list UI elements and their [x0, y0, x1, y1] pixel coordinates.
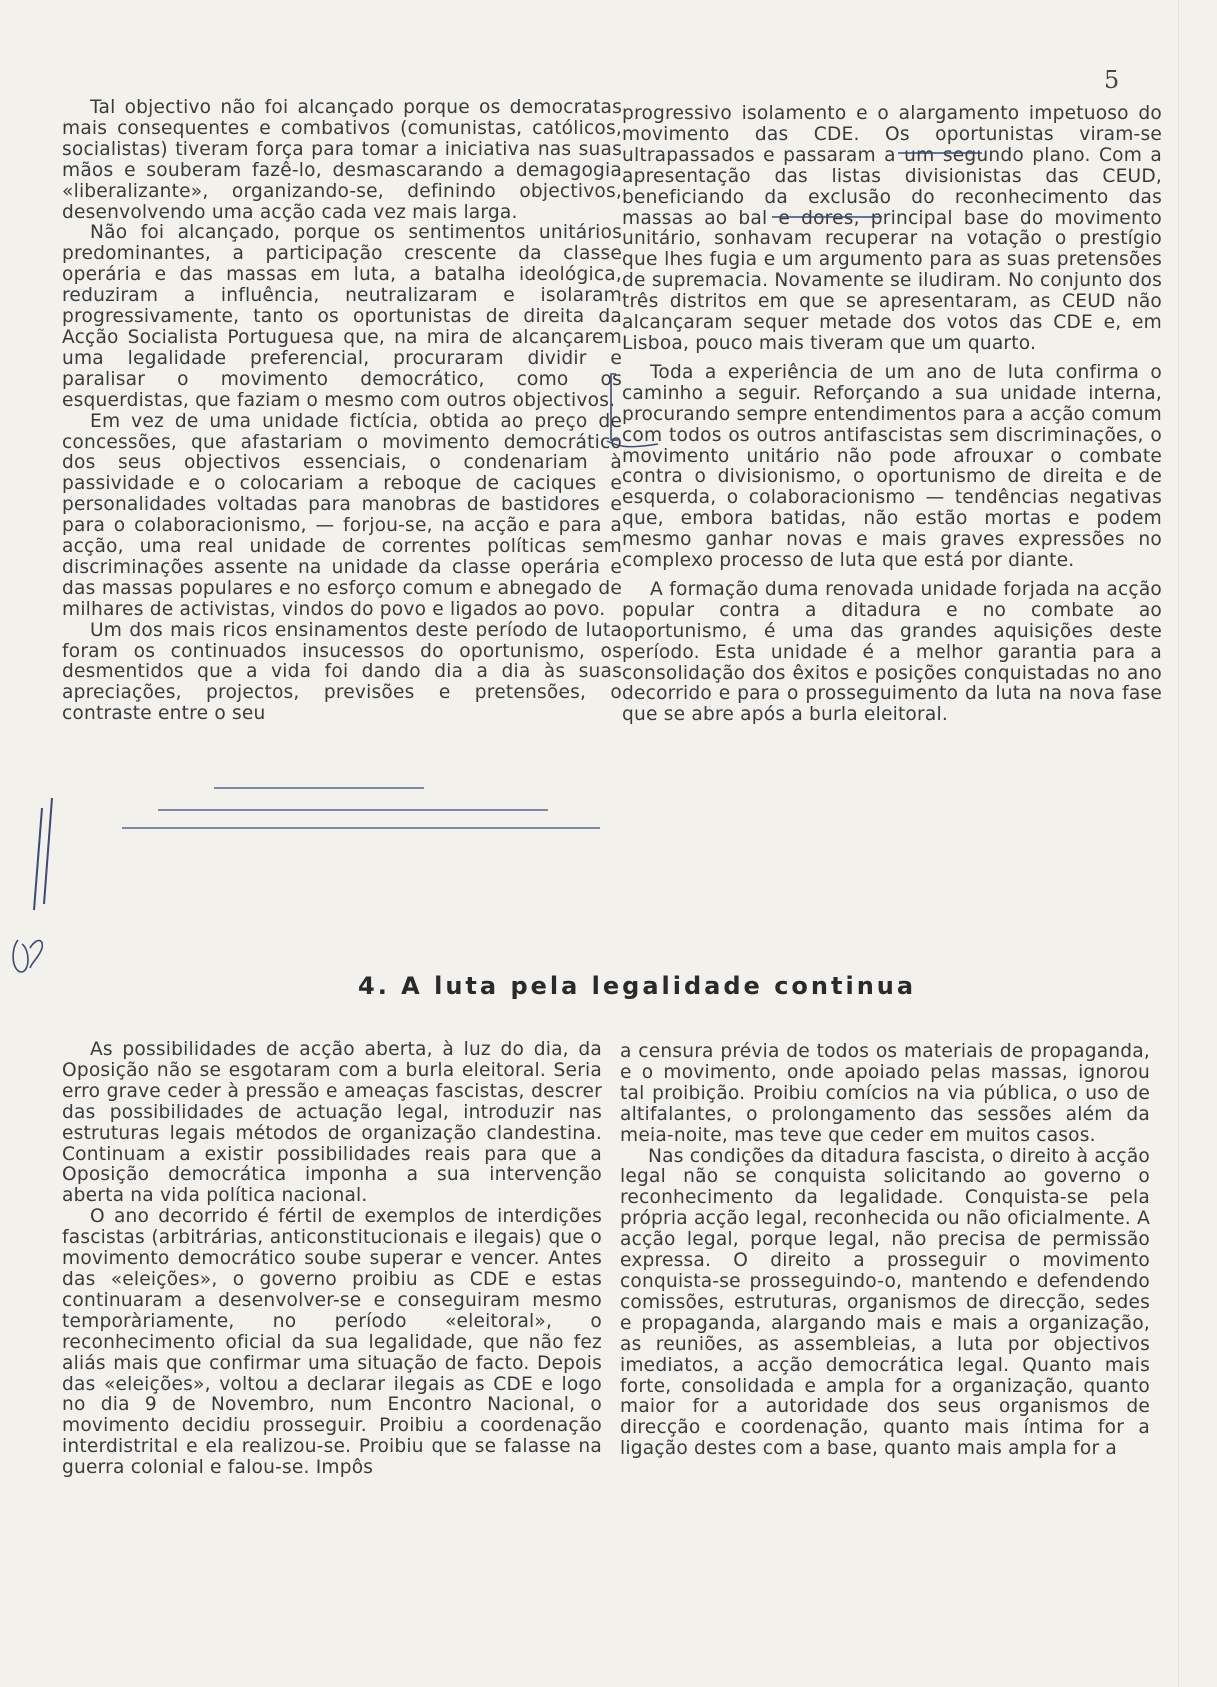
paragraph: Tal objectivo não foi alcançado porque os democratas mais consequentes e combativos (comunistas, católicos, socialistas) tiveram força para tomar a iniciativa nas suas mãos e souberam fazê-lo, desmascarando a demagogia «liberalizante», organizando-se, definindo objectivos, desenvolvendo uma acção cada vez mais larga.	[62, 97, 622, 223]
margin-vertical-bar	[34, 808, 42, 910]
paragraph: progressivo isolamento e o alargamento impetuoso do movimento das CDE. Os oportunistas viram-se ultrapassados e passaram a um segundo plano. Com a apresentação das listas divisionistas das CEUD, beneficiando da exclusão do reconhecimento das massas ao bal e dores, principal base do movimento unitário, sonhavam recuperar na votação o prestígio que lhes fugia e um argumento para as suas pretensões de supremacia. Novamente se iludiram. No conjunto dos três distritos em que se apresentaram, as CEUD não alcançaram sequer metade dos votos das CDE e, em Lisboa, pouco mais tiveram que um quarto.	[622, 103, 1162, 354]
margin-scribble-mark	[13, 940, 42, 972]
section-heading: 4. A luta pela legalidade continua	[358, 972, 917, 1000]
paragraph: As possibilidades de acção aberta, à luz do dia, da Oposição não se esgotaram com a burla eleitoral. Seria erro grave ceder à pressão e ameaças fascistas, descrer das possibilidades de actuação legal, introduzir nas estruturas legais métodos de organização clandestina. Continuam a existir possibilidades reais para que a Oposição democrática imponha a sua intervenção aberta na vida política nacional.	[62, 1039, 602, 1207]
paragraph: Nas condições da ditadura fascista, o direito à acção legal não se conquista solicitando ao governo o reconhecimento da legalidade. Conquista-se pela própria acção legal, reconhecida ou não oficialmente. A acção legal, porque legal, não precisa de permissão expressa. O direito a prosseguir o movimento conquista-se prosseguindo-o, mantendo e defendendo comissões, estruturas, organismos de direcção, sedes e propaganda, alargando mais e mais a organização, as reuniões, as assembleias, a luta por objectivos imediatos, a acção democrática legal. Quanto mais forte, consolidada e ampla for a organização, quanto maior for a autoridade dos seus organismos de direcção e coordenação, quanto mais íntima for a ligação destes com a base, quanto mais ampla for a	[620, 1145, 1150, 1460]
margin-bracket-mark	[611, 374, 618, 440]
paragraph: a censura prévia de todos os materiais de propaganda, e o movimento, onde apoiado pelas massas, ignorou tal proibição. Proibiu comícios na via pública, o uso de altifalantes, o prolongamento das sessões além da meia-noite, mas teve que ceder em muitos casos.	[620, 1041, 1150, 1146]
paragraph: O ano decorrido é fértil de exemplos de interdições fascistas (arbitrárias, anticonstitucionais e ilegais) que o movimento democrático soube superar e vencer. Antes das «eleições», o governo proibiu as CDE e estas continuaram a desenvolver-se e conseguiram mesmo temporàriamente, no período «eleitoral», o reconhecimento oficial da sua legalidade, que não fez aliás mais que confirmar uma situação de facto. Depois das «eleições», voltou a declarar ilegais as CDE e logo no dia 9 de Novembro, num Encontro Nacional, o movimento decidiu prosseguir. Proibiu a coordenação interdistrital e ela realizou-se. Proibiu que se falasse na guerra colonial e falou-se. Impôs	[62, 1206, 602, 1479]
paragraph: Não foi alcançado, porque os sentimentos unitários predominantes, a participação crescente da classe operária e das massas em luta, a batalha ideológica, reduziram a influência, neutralizaram e isolaram progressivamente, tanto os oportunistas de direita da Acção Socialista Portuguesa que, na mira de alcançarem uma legalidade preferencial, procuraram dividir e paralisar o movimento democrático, como os esquerdistas, que faziam o mesmo com outros objectivos.	[62, 222, 622, 411]
paragraph: Um dos mais ricos ensinamentos deste período de luta foram os continuados insucessos do oportunismo, os desmentidos que a vida foi dando dia a dia às suas apreciações, projectos, previsões e pretensões, o contraste entre o seu	[62, 619, 622, 725]
page-number: 5	[1104, 66, 1120, 94]
paragraph: Toda a experiência de um ano de luta confirma o caminho a seguir. Reforçando a sua unidade interna, procurando sempre entendimentos para a acção comum com todos os outros antifascistas sem discriminações, o movimento unitário não pode afrouxar o combate contra o divisionismo, o oportunismo de direita e de esquerda, o colaboracionismo — tendências negativas que, embora batidas, não estão mortas e podem mesmo ganhar novas e mais graves expressões no complexo processo de luta que está por diante.	[622, 361, 1162, 572]
paragraph: A formação duma renovada unidade forjada na acção popular contra a ditadura e no combate ao oportunismo, é uma das grandes aquisições deste período. Esta unidade é a melhor garantia para a consolidação dos êxitos e posições conquistadas no ano decorrido e para o prosseguimento da luta na nova fase que se abre após a burla eleitoral.	[622, 578, 1162, 726]
paragraph: Em vez de uma unidade fictícia, obtida ao preço de concessões, que afastariam o movimento democrático dos seus objectivos essenciais, o condenariam à passividade e o colocariam a reboque de caciques e personalidades voltadas para manobras de bastidores e para o colaboracionismo, — forjou-se, na acção e para a acção, uma real unidade de correntes políticas sem discriminações assente na unidade da classe operária e das massas populares e no esforço comum e abnegado de milhares de activistas, vindos do povo e ligados ao povo.	[62, 410, 622, 620]
margin-vertical-bar	[44, 798, 52, 904]
margin-pen-stroke	[607, 441, 658, 447]
